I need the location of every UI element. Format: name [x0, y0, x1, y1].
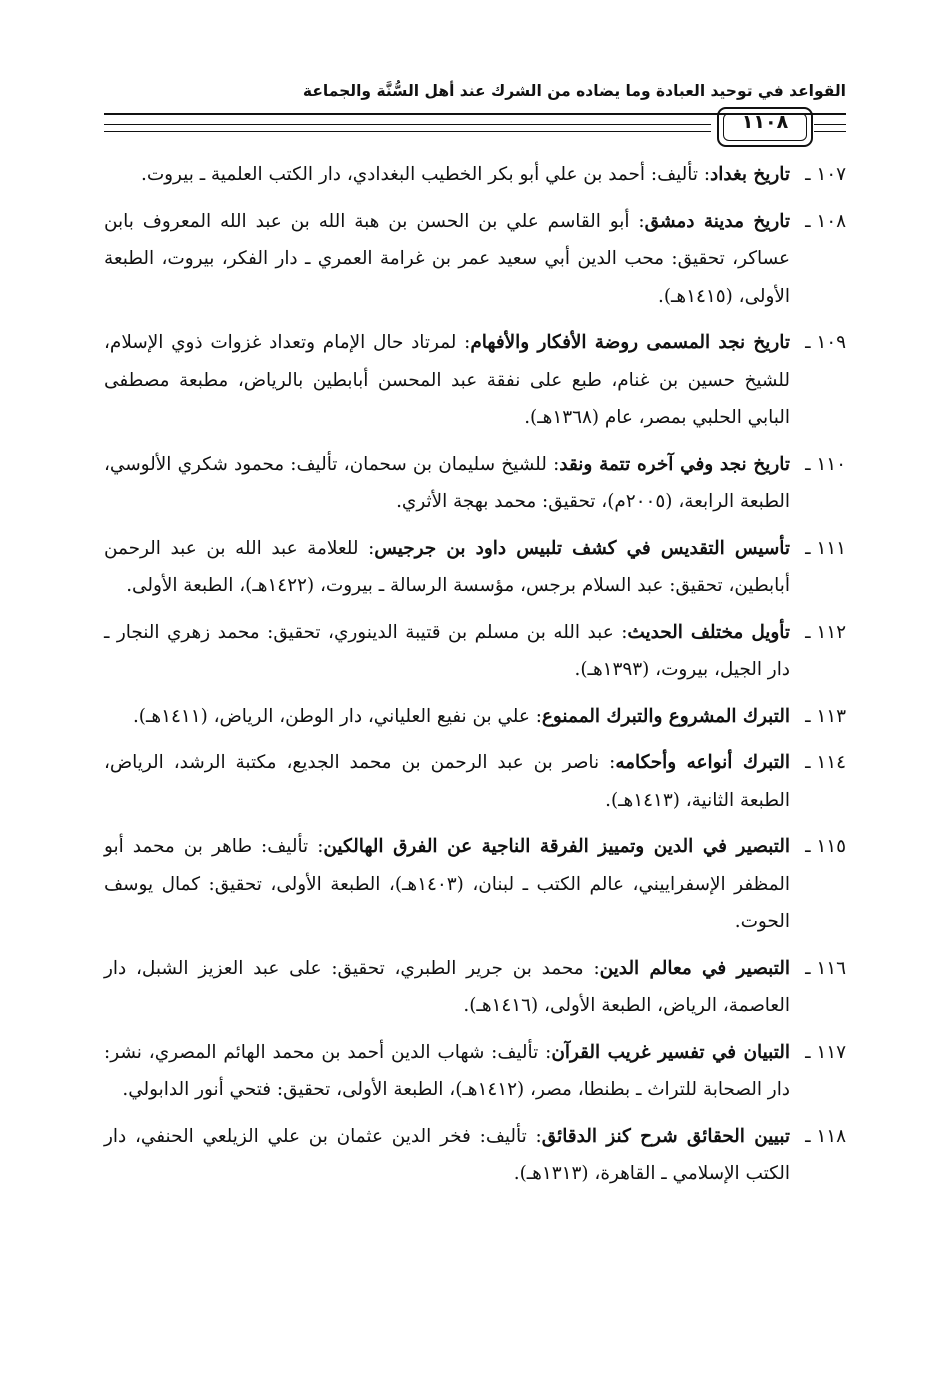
- bibliography-entry: ١١٥ ـ التبصير في الدين وتمييز الفرقة الناجية عن الفرق الهالكين: تأليف: طاهر بن محمد أبو المظفر الإسفراييني، عالم الكتب ـ لبنان، (١٤٠٣هـ)، الطبعة الأولى، تحقيق: كمال يوسف الحوت.: [104, 828, 846, 941]
- bibliography-entry: ١١٨ ـ تبيين الحقائق شرح كنز الدقائق: تأليف: فخر الدين عثمان بن علي الزيلعي الحنفي، دار الكتب الإسلامي ـ القاهرة، (١٣١٣هـ).: [104, 1118, 846, 1193]
- bibliography-entry: ١٠٩ ـ تاريخ نجد المسمى روضة الأفكار والأفهام: لمرتاد حال الإمام وتعداد غزوات ذوي الإسلام، للشيخ حسين بن غنام، طبع على نفقة عبد المحسن أبابطين بالرياض، مطبعة مصطفى البابي الحلبي بمصر، عام (١٣٦٨هـ).: [104, 324, 846, 437]
- entry-title: التبرك المشروع والتبرك الممنوع: [541, 705, 790, 727]
- bibliography-entry: ١٠٧ ـ تاريخ بغداد: تأليف: أحمد بن علي أبو بكر الخطيب البغدادي، دار الكتب العلمية ـ بيروت.: [104, 156, 846, 194]
- bibliography-entry: ١١٠ ـ تاريخ نجد وفي آخره تتمة ونقد: للشيخ سليمان بن سحمان، تأليف: محمود شكري الألوسي، الطبعة الرابعة، (٢٠٠٥م)، تحقيق: محمد بهجة الأثري.: [104, 446, 846, 521]
- entry-title: التبصير في معالم الدين: [599, 957, 790, 979]
- entry-number: ١١٥ ـ: [805, 836, 846, 857]
- entry-text: عبد الله بن مسلم بن قتيبة الدينوري، تحقيق: محمد زهري النجار ـ دار الجيل، بيروت، (١٣٩٣هـ).: [104, 621, 790, 680]
- page-number: ١١٠٨: [741, 111, 789, 133]
- entry-number: ١١٣ ـ: [805, 705, 846, 727]
- entry-title: التبصير في الدين وتمييز الفرقة الناجية عن الفرق الهالكين: [323, 836, 791, 857]
- bibliography-entry: ١١١ ـ تأسيس التقديس في كشف تلبيس داود بن جرجيس: للعلامة عبد الله بن عبد الرحمن أبابطين، تحقيق: عبد السلام برجس، مؤسسة الرسالة ـ بيروت، (١٤٢٢هـ)، الطبعة الأولى.: [104, 530, 846, 605]
- running-header: [104, 80, 846, 146]
- bibliography-entry: ١١٢ ـ تأويل مختلف الحديث: عبد الله بن مسلم بن قتيبة الدينوري، تحقيق: محمد زهري النجار ـ دار الجيل، بيروت، (١٣٩٣هـ).: [104, 614, 846, 689]
- entry-number: ١١٠ ـ: [805, 453, 846, 475]
- entry-number: ١١٤ ـ: [805, 752, 846, 773]
- entry-title: تاريخ نجد وفي آخره تتمة ونقد: [559, 453, 790, 475]
- entry-text: للشيخ سليمان بن سحمان، تأليف: محمود شكري الألوسي، الطبعة الرابعة، (٢٠٠٥م)، تحقيق: محمد بهجة الأثري.: [104, 453, 790, 512]
- entry-number: ١١١ ـ: [805, 537, 846, 559]
- entry-text: تأليف: فخر الدين عثمان بن علي الزيلعي الحنفي، دار الكتب الإسلامي ـ القاهرة، (١٣١٣هـ).: [104, 1125, 790, 1184]
- entry-text: تأليف: طاهر بن محمد أبو المظفر الإسفراييني، عالم الكتب ـ لبنان، (١٤٠٣هـ)، الطبعة الأولى، تحقيق: كمال يوسف الحوت.: [104, 836, 790, 932]
- header-title: القواعد في توحيد العبادة وما يضاده من الشرك عند أهل السُّنَّة والجماعة: [302, 82, 846, 100]
- entry-title: التبيان في تفسير غريب القرآن: [551, 1041, 790, 1063]
- header-double-rule-right: [814, 124, 846, 132]
- entry-title: تأويل مختلف الحديث: [627, 621, 790, 643]
- entry-text: تأليف: أحمد بن علي أبو بكر الخطيب البغدادي، دار الكتب العلمية ـ بيروت.: [141, 164, 698, 185]
- bibliography-entry: ١٠٨ ـ تاريخ مدينة دمشق: أبو القاسم علي بن الحسن بن هبة الله بن عبد الله المعروف بابن عساكر، تحقيق: محب الدين أبي سعيد عمر بن غرامة العمري ـ دار الفكر، بيروت، الطبعة الأولى، (١٤١٥هـ).: [104, 203, 846, 316]
- bibliography-list: [104, 156, 846, 1202]
- entry-text: محمد بن جرير الطبري، تحقيق: على عبد العزيز الشبل، دار العاصمة، الرياض، الطبعة الأولى، (١٤١٦هـ).: [104, 957, 790, 1016]
- entry-text: علي بن نفيع العلياني، دار الوطن، الرياض، (١٤١١هـ).: [132, 705, 530, 727]
- entry-number: ١١٨ ـ: [805, 1125, 846, 1147]
- bibliography-entry: ١١٣ ـ التبرك المشروع والتبرك الممنوع: علي بن نفيع العلياني، دار الوطن، الرياض، (١٤١١هـ).: [104, 698, 846, 736]
- entry-number: ١١٢ ـ: [805, 621, 846, 643]
- entry-title: تأسيس التقديس في كشف تلبيس داود بن جرجيس: [374, 537, 791, 559]
- entry-title: تاريخ مدينة دمشق: [644, 210, 791, 232]
- bibliography-entry: ١١٤ ـ التبرك أنواعه وأحكامه: ناصر بن عبد الرحمن بن محمد الجديع، مكتبة الرشد، الرياض، الطبعة الثانية، (١٤١٣هـ).: [104, 744, 846, 819]
- entry-title: تبيين الحقائق شرح كنز الدقائق: [541, 1125, 790, 1147]
- entry-text: أبو القاسم علي بن الحسن بن هبة الله بن عبد الله المعروف بابن عساكر، تحقيق: محب الدين أبي سعيد عمر بن غرامة العمري ـ دار الفكر، بيروت، الطبعة الأولى، (١٤١٥هـ).: [104, 210, 790, 307]
- entry-number: ١٠٧ ـ: [805, 164, 846, 185]
- entry-text: ناصر بن عبد الرحمن بن محمد الجديع، مكتبة الرشد، الرياض، الطبعة الثانية، (١٤١٣هـ).: [104, 752, 790, 811]
- entry-number: ١١٦ ـ: [805, 957, 846, 979]
- entry-number: ١٠٩ ـ: [805, 332, 846, 353]
- entry-title: التبرك أنواعه وأحكامه: [615, 752, 790, 773]
- entry-number: ١٠٨ ـ: [805, 210, 846, 232]
- entry-text: تأليف: شهاب الدين أحمد بن محمد الهائم المصري، نشر: دار الصحابة للتراث ـ بطنطا، مصر، (١٤١٢هـ)، الطبعة الأولى، تحقيق: فتحي أنور الدابولي.: [104, 1041, 790, 1100]
- bibliography-entry: ١١٦ ـ التبصير في معالم الدين: محمد بن جرير الطبري، تحقيق: على عبد العزيز الشبل، دار العاصمة، الرياض، الطبعة الأولى، (١٤١٦هـ).: [104, 950, 846, 1025]
- entry-text: لمرتاد حال الإمام وتعداد غزوات ذوي الإسلام، للشيخ حسين بن غنام، طبع على نفقة عبد المحسن أبابطين بالرياض، مطبعة مصطفى البابي الحلبي بمصر، عام (١٣٦٨هـ).: [104, 332, 790, 428]
- page-number-frame: [717, 107, 813, 147]
- header-double-rule-left: [104, 124, 711, 132]
- bibliography-entry: ١١٧ ـ التبيان في تفسير غريب القرآن: تأليف: شهاب الدين أحمد بن محمد الهائم المصري، نشر: دار الصحابة للتراث ـ بطنطا، مصر، (١٤١٢هـ)، الطبعة الأولى، تحقيق: فتحي أنور الدابولي.: [104, 1034, 846, 1109]
- entry-title: تاريخ نجد المسمى روضة الأفكار والأفهام: [470, 332, 790, 353]
- entry-text: للعلامة عبد الله بن عبد الرحمن أبابطين، تحقيق: عبد السلام برجس، مؤسسة الرسالة ـ بيروت، (١٤٢٢هـ)، الطبعة الأولى.: [104, 537, 790, 596]
- entry-title: تاريخ بغداد: [710, 164, 790, 185]
- entry-number: ١١٧ ـ: [805, 1041, 846, 1063]
